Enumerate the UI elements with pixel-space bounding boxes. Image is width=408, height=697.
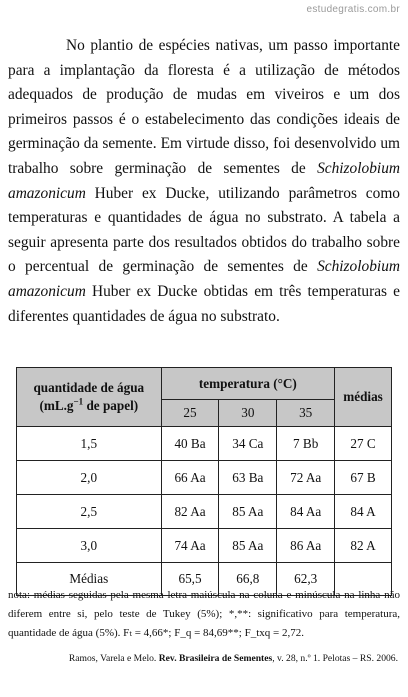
cell-t30: 85 Aa <box>219 529 277 563</box>
cell-t30: 63 Ba <box>219 461 277 495</box>
cell-means-t30: 66,8 <box>219 563 277 596</box>
table-row <box>17 529 392 563</box>
site-watermark: estudegratis.com.br <box>306 4 400 15</box>
cell-t35: 7 Bb <box>277 427 335 461</box>
table-row <box>17 461 392 495</box>
cell-water: 2,5 <box>17 495 162 529</box>
header-temperature: temperatura (°C) <box>161 368 334 400</box>
citation-journal: Rev. Brasileira de Sementes <box>158 653 273 664</box>
cell-t30: 85 Aa <box>219 495 277 529</box>
cell-t25: 74 Aa <box>161 529 219 563</box>
cell-water: 1,5 <box>17 427 162 461</box>
cell-mean: 84 A <box>335 495 392 529</box>
cell-water: 2,0 <box>17 461 162 495</box>
header-water-line2 <box>39 398 138 413</box>
header-temp-25: 25 <box>161 400 219 427</box>
cell-means-t35: 62,3 <box>277 563 335 596</box>
germination-results-table <box>16 367 392 596</box>
header-water-prefix: (mL.g <box>39 397 74 413</box>
intro-paragraph <box>8 34 400 329</box>
paragraph-part-2: Huber ex Ducke, utilizando parâmetros como temperaturas e quantidades de água no substrato. A tabela a seguir apresenta parte dos resultados obtidos do trabalho sobre o percentual de germinação de sementes de <box>8 184 400 276</box>
cell-t35: 86 Aa <box>277 529 335 563</box>
citation <box>69 653 398 664</box>
cell-t25: 66 Aa <box>161 461 219 495</box>
cell-t30: 34 Ca <box>219 427 277 461</box>
header-water-quantity <box>17 368 162 427</box>
species-name-1: Schizolobium amazonicum <box>8 159 400 202</box>
header-water-line1: quantidade de água <box>33 380 145 396</box>
species-name-2: Schizolobium amazonicum <box>8 258 400 300</box>
header-water-sup: −1 <box>73 396 84 407</box>
cell-t25: 40 Ba <box>161 427 219 461</box>
table-row <box>17 495 392 529</box>
header-temp-35: 35 <box>277 400 335 427</box>
table-row <box>17 427 392 461</box>
cell-mean: 82 A <box>335 529 392 563</box>
cell-t35: 84 Aa <box>277 495 335 529</box>
cell-mean: 27 C <box>335 427 392 461</box>
header-water-suffix: de papel) <box>83 397 139 413</box>
citation-authors: Ramos, Varela e Melo. <box>68 653 159 664</box>
table-footnote: nota: médias seguidas pela mesma letra maiúscula na coluna e minúscula na linha não diferem entre si, pelo teste de Tukey (5%); *,**: significativo para temperatura, quantidade de água (5%). Fₜ = 4,66*; F_q = 84,69**; F_txq = 2,72. <box>8 589 400 639</box>
cell-t25: 82 Aa <box>161 495 219 529</box>
cell-water: 3,0 <box>17 529 162 563</box>
cell-means-t25: 65,5 <box>161 563 219 596</box>
cell-mean: 67 B <box>335 461 392 495</box>
paragraph-part-3: Huber ex Ducke obtidas em três temperaturas e diferentes quantidades de água no substrato. <box>8 282 400 325</box>
paragraph-part-1: No plantio de espécies nativas, um passo importante para a implantação da floresta é a utilização de métodos adequados de produção de mudas em viveiros e um dos primeiros passos é o estabelecimento das condições ideais de germinação da semente. Em virtude disso, foi desenvolvido um trabalho sobre germinação de sementes de <box>8 37 400 177</box>
header-means: médias <box>335 368 392 427</box>
cell-means-label: Médias <box>17 563 162 596</box>
header-temp-30: 30 <box>219 400 277 427</box>
cell-t35: 72 Aa <box>277 461 335 495</box>
citation-details: , v. 28, n.º 1. Pelotas – RS. 2006. <box>272 653 398 664</box>
